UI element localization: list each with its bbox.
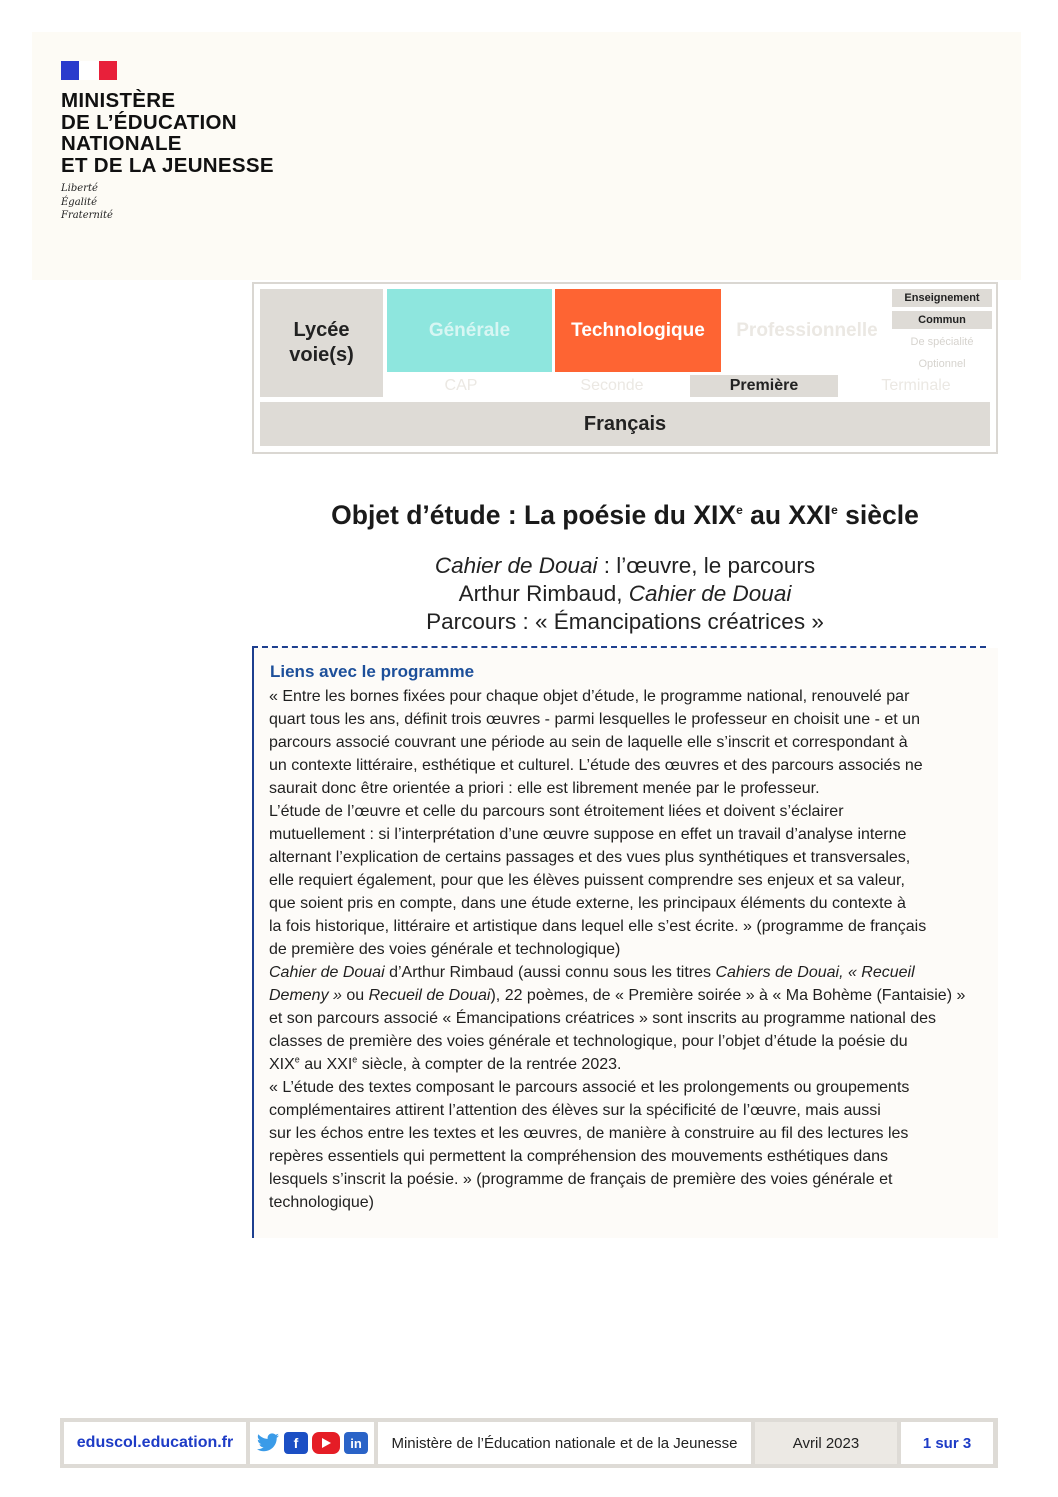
subtitle-line-3: Parcours : « Émancipations créatrices » <box>426 609 824 634</box>
program-text-part: au XXI <box>299 1056 353 1073</box>
niveau-seconde: Seconde <box>580 377 644 394</box>
program-line: et son parcours associé « Émancipations créatrices » sont inscrits au programme national des <box>269 1010 936 1027</box>
social-links <box>250 1422 374 1464</box>
program-text-part: ), 22 poèmes, de « Première soirée » à « Ma Bohème (Fantaisie) » <box>490 987 966 1004</box>
program-sup: e <box>352 1054 358 1065</box>
voie-professionnelle: Professionnelle <box>724 289 890 372</box>
program-line: « Entre les bornes fixées pour chaque objet d’étude, le programme national, renouvelé par <box>269 688 910 705</box>
program-line: parcours associé couvrant une période au sein de laquelle elle s’inscrit et correspondant à <box>269 734 908 751</box>
page-number: 1 sur 3 <box>901 1422 993 1464</box>
linkedin-icon[interactable]: in <box>344 1432 368 1454</box>
title-part: siècle <box>837 500 919 530</box>
program-text-part: XIX <box>269 1056 295 1073</box>
motto-line: Liberté <box>61 183 98 194</box>
program-italic: Cahiers de Douai, « Recueil <box>715 964 915 981</box>
subtitle-italic: Cahier de Douai <box>434 553 598 578</box>
enseignement-header: Enseignement <box>892 289 992 307</box>
program-line: la fois historique, littéraire et artistique dans lequel elle s’est écrite. » (programme de français <box>269 918 927 935</box>
program-line: « L’étude des textes composant le parcours associé et les prolongements ou groupements <box>269 1079 910 1096</box>
classification-table <box>252 282 998 454</box>
enseignement-commun: Commun <box>892 311 992 329</box>
program-text-part: d’Arthur Rimbaud (aussi connu sous les titres <box>384 964 716 981</box>
program-line: classes de première des voies générale et technologique, pour l’objet d’étude la poésie du <box>269 1033 908 1050</box>
program-italic: Demeny » <box>269 987 342 1004</box>
program-line: saurait donc être orientée a priori : elle est librement menée par le professeur. <box>269 780 820 797</box>
motto-line: Fraternité <box>61 210 113 221</box>
motto-line: Égalité <box>61 196 97 208</box>
subtitle-text: : l’œuvre, le parcours <box>597 553 816 578</box>
program-line: L’étude de l’œuvre et celle du parcours sont étroitement liées et doivent s’éclairer <box>269 803 844 820</box>
program-line <box>269 1053 985 1076</box>
program-line: elle requiert également, pour que les élèves puissent comprendre ses enjeux et sa valeur, <box>269 872 905 889</box>
program-text-part: siècle, à compter de la rentrée 2023. <box>357 1056 622 1073</box>
voie-technologique: Technologique <box>555 289 721 372</box>
republic-motto <box>61 182 113 223</box>
program-line <box>269 984 985 1007</box>
enseignement-specialite: De spécialité <box>892 333 992 351</box>
program-italic: Recueil de Douai <box>368 987 491 1004</box>
program-line: un contexte littéraire, esthétique et culturel. L’étude des œuvres et des parcours associés ne <box>269 757 923 774</box>
ministry-line: ET DE LA JEUNESSE <box>61 153 274 177</box>
program-text-part: ou <box>341 987 369 1004</box>
footer-date: Avril 2023 <box>755 1422 897 1464</box>
title-sup: e <box>831 503 838 518</box>
program-line: de première des voies générale et technologique) <box>269 941 621 958</box>
ministry-line: MINISTÈRE <box>61 89 176 112</box>
subtitle-line-2 <box>252 580 998 608</box>
lycee-voies-label: Lycée voie(s) <box>260 289 383 397</box>
title-part: au XXI <box>742 500 832 530</box>
footer-ministry: Ministère de l’Éducation nationale et de la Jeunesse <box>378 1422 751 1464</box>
title-part: Objet d’étude : La poésie du XIX <box>331 500 737 530</box>
program-sup: e <box>294 1054 300 1065</box>
footer <box>60 1418 998 1468</box>
subtitle-text: Arthur Rimbaud, <box>458 581 629 606</box>
program-box-divider <box>252 646 986 648</box>
youtube-icon[interactable] <box>312 1432 340 1454</box>
niveau-premiere: Première <box>690 375 838 397</box>
ministry-line: DE L’ÉDUCATION <box>61 110 237 134</box>
program-line <box>269 961 985 984</box>
program-line: alternant l’explication de certains passages et des vues plus synthétiques et transversales, <box>269 849 911 866</box>
facebook-icon[interactable]: f <box>284 1432 308 1454</box>
program-line: sur les échos entre les textes et les œuvres, de manière à construire au fil des lectures les <box>269 1125 909 1142</box>
niveau-terminale: Terminale <box>881 377 951 394</box>
program-line: que soient pris en compte, dans une étude externe, les principaux éléments du contexte à <box>269 895 906 912</box>
matiere-francais: Français <box>260 402 990 446</box>
niveau-cap: CAP <box>444 377 478 394</box>
program-text <box>269 685 985 1214</box>
twitter-icon[interactable] <box>256 1432 280 1454</box>
marianne-flag-logo <box>61 61 117 80</box>
ministry-line: NATIONALE <box>61 132 182 155</box>
voie-generale: Générale <box>387 289 552 372</box>
program-line: quart tous les ans, définit trois œuvres - parmi lesquelles le professeur en choisit une - et un <box>269 711 920 728</box>
program-line: lesquels s’inscrit la poésie. » (programme de français de première des voies générale et <box>269 1171 893 1188</box>
page-title <box>252 500 998 531</box>
program-line: technologique) <box>269 1194 374 1211</box>
program-italic: Cahier de Douai <box>269 964 385 981</box>
title-sup: e <box>736 503 743 518</box>
program-title: Liens avec le programme <box>270 662 475 681</box>
program-line: complémentaires attirent l’attention des élèves sur la spécificité de l’œuvre, mais aussi <box>269 1102 881 1119</box>
program-line: repères essentiels qui permettent la compréhension des mouvements esthétiques dans <box>269 1148 889 1165</box>
ministry-name <box>61 90 274 176</box>
subtitle-italic: Cahier de Douai <box>628 581 792 606</box>
subtitle-line-1 <box>252 552 998 580</box>
enseignement-optionnel: Optionnel <box>892 355 992 373</box>
program-line: mutuellement : si l’interprétation d’une œuvre suppose en effet un travail d’analyse interne <box>269 826 907 843</box>
eduscol-link[interactable]: eduscol.education.fr <box>64 1422 246 1464</box>
